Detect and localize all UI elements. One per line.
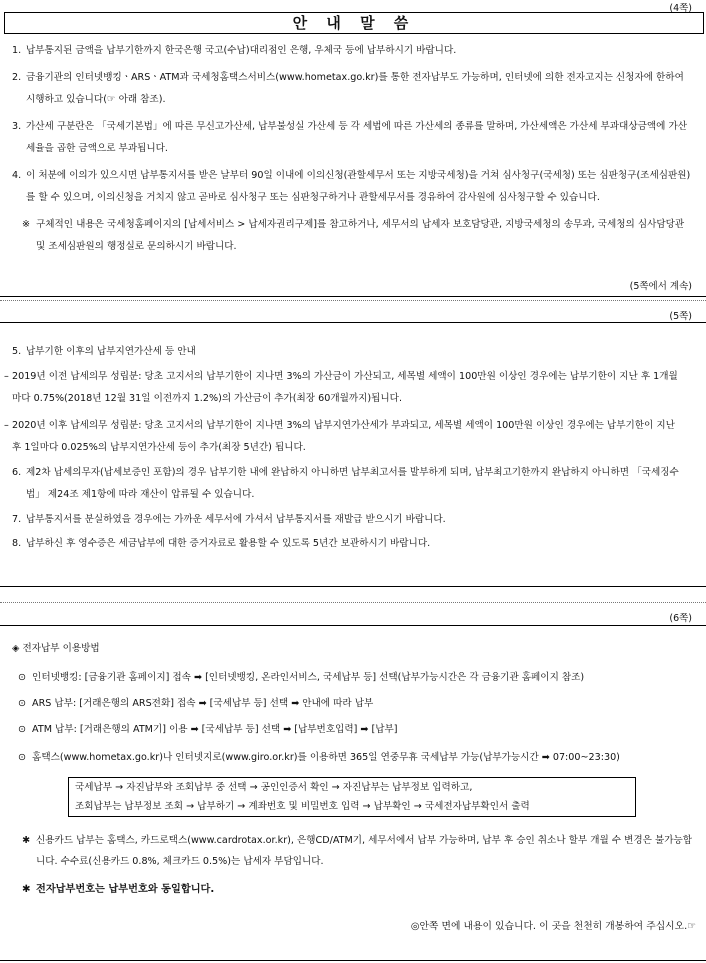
card-payment-note <box>12 830 696 872</box>
method-ars <box>18 695 690 709</box>
item-number: 7. <box>12 513 22 525</box>
page-number-4: (4쪽) <box>669 3 692 14</box>
note-text: 전자납부번호는 납부번호와 동일합니다. <box>36 884 215 895</box>
payment-number-note <box>12 879 696 902</box>
method-internet-banking <box>18 669 690 683</box>
notice-list-1 <box>12 40 696 259</box>
asterisk-icon: ✱ <box>22 884 31 895</box>
item-text: 이 처분에 이의가 있으시면 납부통지서를 받은 날부터 90일 이내에 이의신청(관할세무서 또는 지방국세청)을 거쳐 심사청구(국세청) 또는 심판청구(조세심판원)를 할 수 있으며, 이의신청을 거치지 않고 곧바로 심사청구 또는 심판청구하거나 관할세무서를 경유하여 감사원에 심사청구할 수 있습니다. <box>26 169 691 203</box>
item-number: 6. <box>12 466 22 478</box>
dash-mark: – <box>4 419 9 431</box>
dash-text: 2019년 이전 납세의무 성립분: 당초 고지서의 납부기한이 지나면 3%의 가산금이 가산되고, 세목별 세액이 100만원 이상인 경우에는 납부기한이 지난 후 1개월마다 0.75%(2018년 12월 31일 이전까지 1.2%)의 가산금이 추가(최장 60개월까지)됩니다. <box>12 370 678 404</box>
bullet-icon: ⊙ <box>18 698 27 709</box>
method-text: 홈택스(www.hometax.go.kr)나 인터넷지로(www.giro.or.kr)를 이용하면 365일 연중무휴 국세납부 가능(납부가능시간 ➡ 07:00~23:30) <box>32 752 620 763</box>
notice-item-4 <box>12 165 696 210</box>
item-number: 4. <box>12 169 22 181</box>
note-text: 신용카드 납부는 홈택스, 카드로택스(www.cardrotax.or.kr), 은행CD/ATM기, 세무서에서 납부 가능하며, 납부 후 승인 취소나 할부 개월 수 변경은 불가능합니다. 수수료(신용카드 0.8%, 체크카드 0.5%)는 납세자 부담입니다. <box>36 835 693 867</box>
fold-line <box>0 300 706 301</box>
credit-card-note <box>12 830 696 872</box>
notice-item-8 <box>12 533 696 556</box>
bullet-icon: ⊙ <box>18 752 27 763</box>
item-number: 5. <box>12 346 22 357</box>
item-text: 납부기한 이후의 납부지연가산세 등 안내 <box>26 346 196 357</box>
notice-item-1 <box>12 40 696 63</box>
method-atm <box>18 721 690 735</box>
dash-mark: – <box>4 370 9 382</box>
item-text: 납부통지서를 분실하였을 경우에는 가까운 세무서에 가셔서 납부통지서를 재발급 받으시기 바랍니다. <box>26 513 446 525</box>
notice-item-5 <box>12 341 696 364</box>
page-number-5: (5쪽) <box>669 311 692 322</box>
item-number: 1. <box>12 45 22 56</box>
note-text: 구체적인 내용은 국세청홈페이지의 [납세서비스 > 납세자권리구제]를 참고하거나, 세무서의 납세자 보호담당관, 지방국세청의 송무과, 국세청의 심사담당관 및 조세심판원의 행정실로 문의하시기 바랍니다. <box>36 218 685 252</box>
item-number: 8. <box>12 538 22 549</box>
note-mark: ※ <box>22 218 31 230</box>
method-hometax <box>18 749 690 763</box>
item-text: 금융기관의 인터넷뱅킹ㆍARSㆍATM과 국세청홈택스서비스(www.hometax.go.kr)를 통한 전자납부도 가능하며, 인터넷에 의한 전자고지는 신청자에 한하여 시행하고 있습니다(☞ 아래 참조). <box>26 71 684 105</box>
notice-list-2 <box>4 341 696 556</box>
method-text: 인터넷뱅킹: [금융기관 홈페이지] 접속 ➡ [인터넷뱅킹, 온라인서비스, 국세납부 등] 선택(납부가능시간은 각 금융기관 홈페이지 참조) <box>32 672 585 683</box>
item-text: 납부통지된 금액을 납부기한까지 한국은행 국고(수납)대리점인 은행, 우체국 등에 납부하시기 바랍니다. <box>26 45 457 56</box>
payment-flow-box <box>68 777 636 817</box>
flow-line-2: 조회납부는 납부정보 조회 → 납부하기 → 계좌번호 및 비밀번호 입력 → 납부확인 → 국세전자납부확인서 출력 <box>75 801 530 812</box>
payment-number-text <box>12 879 696 902</box>
penalty-2019 <box>0 366 684 411</box>
bullet-icon: ⊙ <box>18 724 27 735</box>
notice-item-3 <box>12 116 696 161</box>
page-number-6: (6쪽) <box>669 613 692 624</box>
notice-item-7 <box>12 509 696 532</box>
notice-note <box>12 214 696 259</box>
flow-line-1: 국세납부 → 자진납부와 조회납부 중 선택 → 공인인증서 확인 → 자진납부는 납부정보 입력하고, <box>75 782 473 793</box>
penalty-2020 <box>0 415 684 460</box>
notice-item-6 <box>12 462 696 507</box>
item-number: 3. <box>12 120 22 132</box>
open-instruction: ◎안쪽 면에 내용이 있습니다. 이 곳을 천천히 개봉하여 주십시오.☞ <box>410 921 696 932</box>
item-text: 납부하신 후 영수증은 세금납부에 대한 증거자료로 활용할 수 있도록 5년간 보관하시기 바랍니다. <box>26 538 431 549</box>
divider <box>0 960 706 961</box>
item-text: 제2차 납세의무자(납세보증인 포함)의 경우 납부기한 내에 완납하지 아니하면 납부최고서를 발부하게 되며, 납부최고기한까지 완납하지 아니하면 「국세징수법」 제24조 제1항에 따라 재산이 압류될 수 있습니다. <box>26 466 679 500</box>
continued-label: (5쪽에서 계속) <box>629 281 692 292</box>
dash-text: 2020년 이후 납세의무 성립분: 당초 고지서의 납부기한이 지나면 3%의 납부지연가산세가 부과되고, 세목별 세액이 100만원 이상인 경우에는 납부기한이 지난 후 1일마다 0.025%의 납부지연가산세 등이 추가(최장 5년간) 됩니다. <box>12 419 675 453</box>
divider <box>0 296 706 297</box>
bullet-icon: ⊙ <box>18 672 27 683</box>
divider <box>0 322 706 323</box>
method-text: ATM 납부: [거래은행의 ATM기] 이용 ➡ [국세납부 등] 선택 ➡ [납부번호입력] ➡ [납부] <box>32 724 398 735</box>
diamond-icon: ◈ <box>12 643 20 654</box>
section-heading <box>12 640 684 654</box>
asterisk-icon: ✱ <box>22 835 31 846</box>
divider <box>0 625 706 626</box>
method-text: ARS 납부: [거래은행의 ARS전화] 접속 ➡ [국세납부 등] 선택 ➡ 안내에 따라 납부 <box>32 698 374 709</box>
divider <box>0 586 706 587</box>
item-number: 2. <box>12 71 22 83</box>
page-title: 안 내 말 씀 <box>4 12 704 34</box>
item-text: 가산세 구분란은 「국세기본법」에 따른 무신고가산세, 납부불성실 가산세 등 각 세법에 따른 가산세의 종류를 말하며, 가산세액은 가산세 부과대상금액에 가산세율을 곱한 금액으로 부과됩니다. <box>26 120 687 154</box>
notice-item-2 <box>12 67 696 112</box>
fold-line <box>0 602 706 603</box>
heading-text: 전자납부 이용방법 <box>22 643 100 654</box>
